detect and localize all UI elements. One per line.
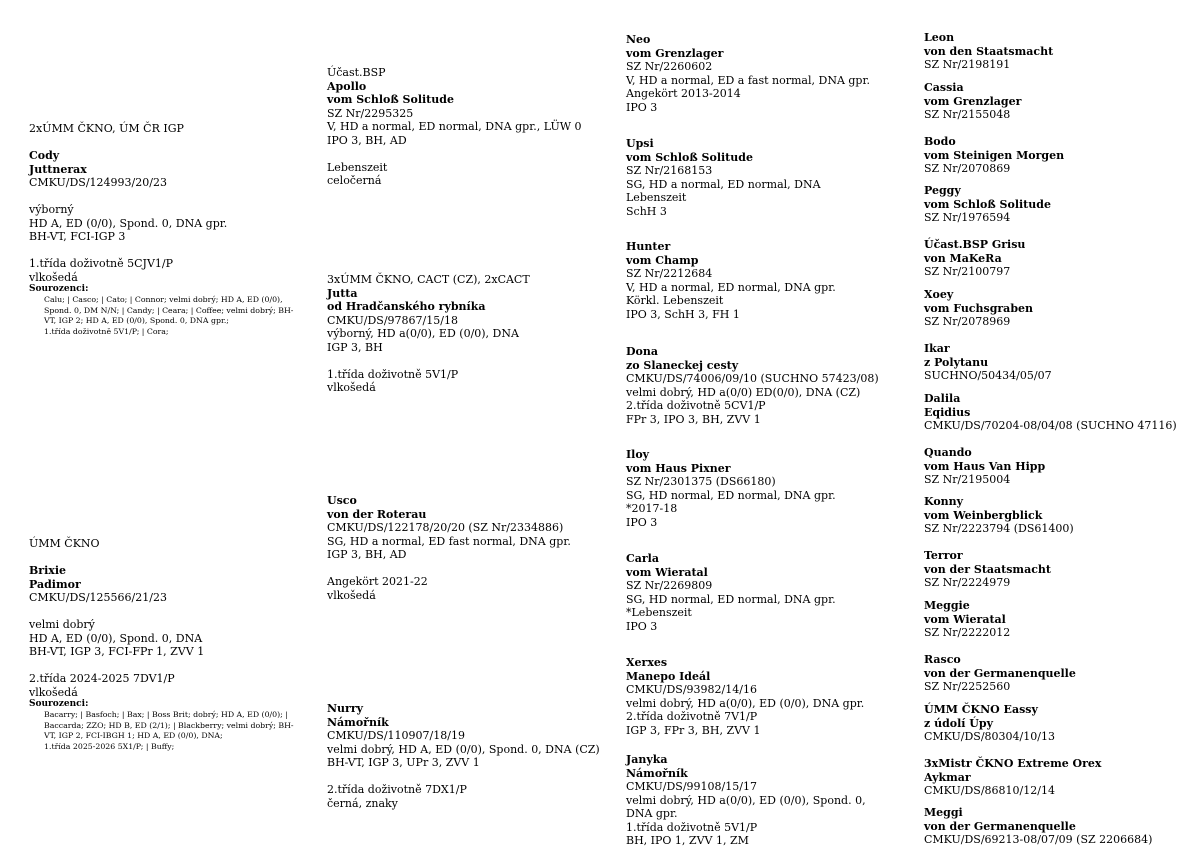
ancestor-name: Upsi [626, 137, 654, 150]
grandparent-breeding: 2.třída doživotně 7DX1/P [327, 783, 467, 796]
grandparent-breeding: Angekört 2021-22 [327, 575, 428, 588]
sire-rating: výborný [29, 203, 74, 216]
ancestor-kennel: Námořník [626, 766, 688, 780]
ancestor-info: CMKU/DS/99108/15/17 [626, 780, 757, 793]
ancestor-kennel: Eqidius [924, 405, 971, 419]
ancestor-info: 2.třída doživotně 7V1/P [626, 710, 758, 723]
ancestor-name: Terror [924, 549, 963, 562]
ancestor-name: 3xMistr ČKNO Extreme Orex [924, 757, 1102, 770]
dam-breeding-class: 2.třída 2024-2025 7DV1/P [29, 672, 175, 685]
ancestor-kennel: Manepo Ideál [626, 669, 711, 683]
dam-color: vlkošedá [29, 685, 78, 699]
ancestor-registration: SZ Nr/2100797 [924, 265, 1011, 278]
ancestor-name: Xerxes [626, 656, 668, 669]
ancestor-g4-entry [924, 446, 1045, 487]
ancestor-name: Dona [626, 345, 659, 358]
ancestor-info: Lebenszeit [626, 191, 687, 204]
ancestor-g4-entry [924, 757, 1101, 798]
grandparent-kennel: vom Schloß Solitude [327, 93, 454, 106]
grandparent-color: celočerná [327, 174, 382, 187]
grandparent-registration: CMKU/DS/97867/15/18 [327, 313, 458, 327]
ancestor-name: Neo [626, 33, 651, 46]
grandparent-kennel: od Hradčanského rybníka [327, 300, 486, 313]
ancestor-kennel: vom Haus Pixner [626, 461, 731, 475]
grandparent-titles: 3xÚMM ČKNO, CACT (CZ), 2xCACT [327, 273, 530, 286]
grandparent-kennel: von der Roterau [327, 507, 427, 521]
grandparent-kennel: Námořník [327, 715, 389, 729]
ancestor-registration: SZ Nr/2078969 [924, 315, 1011, 328]
grandparent-color: vlkošedá [327, 381, 376, 394]
ancestor-registration: CMKU/DS/86810/12/14 [924, 784, 1055, 797]
ancestor-info: FPr 3, IPO 3, BH, ZVV 1 [626, 412, 761, 426]
sire-kennel: Juttnerax [29, 162, 87, 176]
ancestor-registration: SZ Nr/2198191 [924, 58, 1011, 71]
ancestor-name: Konny [924, 495, 964, 508]
ancestor-registration: CMKU/DS/80304/10/13 [924, 730, 1055, 743]
ancestor-kennel: zo Slaneckej cesty [626, 358, 739, 372]
ancestor-info: SG, HD normal, ED normal, DNA gpr. [626, 488, 836, 502]
ancestor-info: BH, IPO 1, ZVV 1, ZM [626, 834, 749, 847]
ancestor-registration: SZ Nr/2223794 (DS61400) [924, 522, 1074, 535]
ancestor-name: Rasco [924, 653, 961, 666]
sire-health: HD A, ED (0/0), Spond. 0, DNA gpr. [29, 216, 228, 230]
ancestor-name: Dalila [924, 392, 961, 405]
ancestor-info: velmi dobrý, HD a(0/0) ED(0/0), DNA (CZ) [626, 385, 861, 399]
ancestor-kennel: vom Haus Van Hipp [924, 459, 1046, 473]
ancestor-g3-entry [626, 137, 821, 218]
grandparent-exams: IGP 3, BH [327, 340, 383, 354]
ancestor-g4-entry [924, 495, 1074, 536]
ancestor-kennel: Aykmar [924, 770, 971, 784]
ancestor-registration: SZ Nr/2252560 [924, 680, 1011, 693]
ancestor-info: *Lebenszeit [626, 606, 692, 619]
dam-name: Brixie [29, 564, 67, 577]
ancestor-g3-entry [626, 753, 866, 848]
grandparent-registration: CMKU/DS/110907/18/19 [327, 729, 465, 742]
ancestor-name: Ikar [924, 342, 950, 355]
ancestor-info: SZ Nr/2212684 [626, 267, 713, 280]
ancestor-info: IPO 3 [626, 515, 658, 529]
ancestor-info: velmi dobrý, HD a(0/0), ED (0/0), Spond. 0, [626, 793, 866, 807]
dam-siblings-line: Baccarda; ZZO; HD B, ED (2/1); | Blackberry; velmi dobrý; BH- [44, 720, 294, 730]
ancestor-name: Meggi [924, 806, 963, 819]
grandparent-titles: Účast.BSP [327, 66, 386, 79]
ancestor-info: 1.třída doživotně 5V1/P [626, 820, 758, 834]
sire-siblings-label: Sourozenci: [29, 284, 89, 294]
ancestor-name: Carla [626, 552, 659, 565]
dam-entry [29, 537, 294, 752]
ancestor-kennel: vom Schloß Solitude [626, 150, 753, 164]
ancestor-info: Körkl. Lebenszeit [626, 294, 724, 307]
grandparent-entry [327, 66, 582, 188]
ancestor-g4-entry [924, 184, 1051, 225]
ancestor-name: Janyka [626, 753, 668, 766]
ancestor-info: *2017-18 [626, 502, 678, 515]
sire-name: Cody [29, 149, 60, 162]
grandparent-evaluation: V, HD a normal, ED normal, DNA gpr., LÜW 0 [327, 120, 582, 133]
ancestor-info: SchH 3 [626, 204, 667, 218]
ancestor-g4-entry [924, 392, 1177, 433]
ancestor-registration: SZ Nr/2155048 [924, 108, 1011, 121]
ancestor-g4-entry [924, 31, 1053, 72]
ancestor-registration: SUCHNO/50434/05/07 [924, 369, 1052, 382]
ancestor-info: SG, HD normal, ED normal, DNA gpr. [626, 592, 836, 606]
ancestor-info: SG, HD a normal, ED normal, DNA [626, 177, 821, 191]
ancestor-g4-entry [924, 288, 1033, 329]
ancestor-info: V, HD a normal, ED normal, DNA gpr. [626, 280, 836, 294]
ancestor-info: Angekört 2013-2014 [626, 87, 741, 100]
ancestor-kennel: vom Schloß Solitude [924, 197, 1051, 211]
ancestor-kennel: vom Grenzlager [924, 94, 1022, 108]
ancestor-g3-entry [626, 33, 870, 114]
ancestor-kennel: vom Champ [626, 253, 699, 267]
ancestor-name: Quando [924, 446, 972, 459]
grandparent-evaluation: velmi dobrý, HD A, ED (0/0), Spond. 0, DNA (CZ) [327, 742, 600, 756]
ancestor-kennel: vom Grenzlager [626, 46, 724, 60]
sire-titles: 2xÚMM ČKNO, ÚM ČR IGP [29, 122, 184, 135]
ancestor-registration: SZ Nr/1976594 [924, 211, 1011, 224]
ancestor-kennel: z Polytanu [924, 355, 989, 369]
ancestor-registration: CMKU/DS/69213-08/07/09 (SZ 2206684) [924, 833, 1153, 846]
dam-siblings-label: Sourozenci: [29, 699, 89, 709]
grandparent-breeding: 1.třída doživotně 5V1/P [327, 367, 459, 381]
ancestor-kennel: vom Wieratal [924, 612, 1006, 626]
grandparent-name: Jutta [327, 286, 358, 300]
ancestor-g3-entry [626, 240, 836, 321]
sire-siblings-line: 1.třída doživotně 5V1/P; | Cora; [44, 326, 169, 336]
grandparent-registration: CMKU/DS/122178/20/20 (SZ Nr/2334886) [327, 521, 564, 534]
grandparent-entry [327, 494, 571, 602]
ancestor-g3-entry [626, 552, 836, 633]
ancestor-g4-entry [924, 703, 1055, 744]
ancestor-kennel: z údolí Úpy [924, 716, 993, 730]
dam-rating: velmi dobrý [29, 618, 95, 631]
grandparent-name: Usco [327, 494, 357, 507]
ancestor-info: CMKU/DS/93982/14/16 [626, 683, 757, 696]
ancestor-registration: SZ Nr/2195004 [924, 473, 1011, 486]
dam-exams: BH-VT, IGP 3, FCI-FPr 1, ZVV 1 [29, 645, 205, 658]
ancestor-info: V, HD a normal, ED a fast normal, DNA gpr. [626, 73, 871, 87]
ancestor-info: SZ Nr/2260602 [626, 60, 713, 73]
grandparent-name: Apollo [327, 79, 367, 93]
ancestor-g4-entry [924, 653, 1076, 694]
ancestor-name: Xoey [924, 288, 954, 301]
ancestor-g3-entry [626, 656, 864, 737]
sire-entry [29, 122, 293, 337]
ancestor-name: Bodo [924, 135, 956, 148]
ancestor-g4-entry [924, 135, 1064, 176]
grandparent-exams: IGP 3, BH, AD [327, 548, 407, 561]
grandparent-exams: BH-VT, IGP 3, UPr 3, ZVV 1 [327, 756, 480, 769]
ancestor-registration: SZ Nr/2222012 [924, 626, 1011, 639]
dam-siblings-line: 1.třída 2025-2026 5X1/P; | Buffy; [44, 741, 175, 751]
ancestor-info: IPO 3 [626, 100, 658, 114]
grandparent-color: vlkošedá [327, 588, 376, 602]
grandparent-breeding: Lebenszeit [327, 160, 388, 174]
ancestor-kennel: vom Weinbergblick [924, 508, 1043, 522]
dam-health: HD A, ED (0/0), Spond. 0, DNA [29, 631, 203, 645]
ancestor-kennel: von der Staatsmacht [924, 562, 1051, 576]
dam-siblings-line: Bacarry; | Basfoch; | Bax; | Boss Brit; dobrý; HD A, ED (0/0); | [44, 710, 288, 719]
grandparent-name: Nurry [327, 702, 364, 715]
grandparent-color: černá, znaky [327, 796, 398, 810]
ancestor-name: Peggy [924, 184, 961, 197]
ancestor-kennel: vom Wieratal [626, 565, 708, 579]
ancestor-name: Účast.BSP Grisu [924, 238, 1026, 251]
ancestor-name: Iloy [626, 448, 650, 461]
sire-siblings-line: Spond. 0, DM N/N; | Candy; | Ceara; | Coffee; velmi dobrý; BH- [44, 305, 294, 315]
ancestor-kennel: von MaKeRa [924, 251, 1002, 265]
ancestor-name: Hunter [626, 240, 671, 253]
ancestor-info: 2.třída doživotně 5CV1/P [626, 399, 766, 412]
ancestor-name: Leon [924, 31, 955, 44]
sire-siblings-line: VT, IGP 2; HD A, ED (0/0), Spond. 0, DNA gpr.; [44, 316, 229, 325]
ancestor-g4-entry [924, 549, 1051, 590]
dam-registration: CMKU/DS/125566/21/23 [29, 591, 167, 604]
ancestor-info: IPO 3, SchH 3, FH 1 [626, 307, 740, 321]
sire-exams: BH-VT, FCI-IGP 3 [29, 230, 126, 243]
dam-siblings-line: VT, IGP 2, FCI-IBGH 1; HD A, ED (0/0), DNA; [44, 731, 223, 740]
ancestor-kennel: von der Germanenquelle [924, 666, 1076, 680]
sire-siblings-line: Calu; | Casco; | Cato; | Connor; velmi dobrý; HD A, ED (0/0), [44, 295, 283, 304]
ancestor-name: Cassia [924, 81, 964, 94]
ancestor-info: IGP 3, FPr 3, BH, ZVV 1 [626, 723, 761, 737]
ancestor-info: SZ Nr/2269809 [626, 579, 713, 592]
sire-color: vlkošedá [29, 270, 78, 284]
ancestor-info: velmi dobrý, HD a(0/0), ED (0/0), DNA gpr. [626, 696, 865, 710]
dam-kennel: Padimor [29, 577, 81, 591]
ancestor-g4-entry [924, 342, 1052, 383]
ancestor-kennel: vom Fuchsgraben [924, 301, 1034, 315]
ancestor-info: SZ Nr/2301375 (DS66180) [626, 475, 776, 488]
grandparent-entry [327, 702, 600, 810]
grandparent-evaluation: SG, HD a normal, ED fast normal, DNA gpr. [327, 534, 571, 548]
ancestor-name: ÚMM ČKNO Eassy [924, 703, 1038, 716]
ancestor-info: IPO 3 [626, 619, 658, 633]
ancestor-name: Meggie [924, 599, 970, 612]
ancestor-g3-entry [626, 448, 836, 529]
sire-registration: CMKU/DS/124993/20/23 [29, 176, 167, 189]
ancestor-kennel: vom Steinigen Morgen [924, 148, 1065, 162]
ancestor-g4-entry [924, 238, 1025, 279]
ancestor-info: SZ Nr/2168153 [626, 164, 713, 177]
grandparent-entry [327, 273, 530, 395]
ancestor-registration: SZ Nr/2224979 [924, 576, 1011, 589]
ancestor-info: CMKU/DS/74006/09/10 (SUCHNO 57423/08) [626, 372, 879, 385]
grandparent-evaluation: výborný, HD a(0/0), ED (0/0), DNA [327, 327, 519, 340]
ancestor-kennel: von der Germanenquelle [924, 819, 1076, 833]
ancestor-kennel: von den Staatsmacht [924, 44, 1054, 58]
ancestor-g4-entry [924, 81, 1021, 122]
ancestor-registration: CMKU/DS/70204-08/04/08 (SUCHNO 47116) [924, 419, 1177, 432]
grandparent-registration: SZ Nr/2295325 [327, 106, 414, 120]
dam-titles: ÚMM ČKNO [29, 537, 100, 550]
ancestor-info: DNA gpr. [626, 807, 678, 820]
ancestor-registration: SZ Nr/2070869 [924, 162, 1011, 175]
ancestor-g4-entry [924, 599, 1010, 640]
sire-breeding-class: 1.třída doživotně 5CJV1/P [29, 257, 173, 270]
grandparent-exams: IPO 3, BH, AD [327, 133, 407, 147]
ancestor-g4-entry [924, 806, 1152, 847]
ancestor-g3-entry [626, 345, 879, 426]
